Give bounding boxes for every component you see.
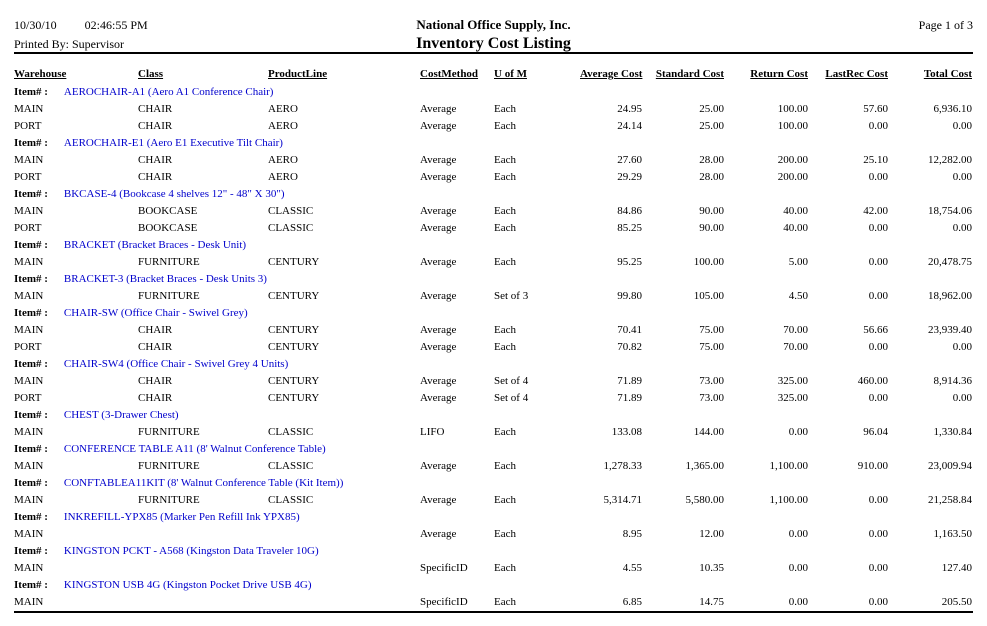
cell-uofm: Each [494, 459, 516, 472]
cell-uofm: Each [494, 119, 516, 132]
cell-product-line: CENTURY [268, 374, 320, 387]
cell-warehouse: MAIN [14, 425, 44, 438]
cell-cost-method: Average [420, 170, 457, 183]
cell-total-cost: 21,258.84 [928, 493, 972, 506]
col-return-cost: Return Cost [750, 68, 808, 80]
cell-product-line: AERO [268, 153, 298, 166]
cell-uofm: Set of 4 [494, 374, 529, 387]
data-row [14, 321, 972, 338]
cell-standard-cost: 73.00 [699, 374, 724, 387]
cell-average-cost: 24.14 [617, 119, 642, 132]
item-number-label: Item# : [14, 476, 48, 489]
cell-product-line [268, 559, 420, 576]
cell-class: FURNITURE [138, 493, 200, 506]
cell-class: BOOKCASE [138, 204, 198, 217]
cell-warehouse: MAIN [14, 561, 44, 574]
cell-standard-cost: 73.00 [699, 391, 724, 404]
cell-class: BOOKCASE [138, 221, 198, 234]
col-total-cost: Total Cost [923, 68, 972, 80]
cell-cost-method: Average [420, 153, 457, 166]
cell-warehouse: MAIN [14, 102, 44, 115]
item-group-cell [14, 542, 972, 559]
date-time-line [14, 16, 296, 35]
cell-product-line [268, 525, 420, 542]
cell-return-cost: 1,100.00 [769, 459, 808, 472]
cell-total-cost: 23,939.40 [928, 323, 972, 336]
cell-cost-method: Average [420, 102, 457, 115]
cell-uofm: Each [494, 204, 516, 217]
cell-uofm: Each [494, 493, 516, 506]
item-group-row [14, 355, 972, 372]
cell-standard-cost: 10.35 [699, 561, 724, 574]
cell-cost-method: Average [420, 204, 457, 217]
cell-cost-method: Average [420, 255, 457, 268]
cell-standard-cost: 28.00 [699, 170, 724, 183]
cell-product-line: CENTURY [268, 340, 320, 353]
cell-lastrec-cost: 0.00 [868, 340, 888, 353]
cell-uofm: Each [494, 340, 516, 353]
item-number-label: Item# : [14, 442, 48, 455]
item-link[interactable]: INKREFILL-YPX85 (Marker Pen Refill Ink YPX85) [63, 510, 300, 523]
cell-product-line: CENTURY [268, 391, 320, 404]
cell-total-cost: 127.40 [941, 561, 972, 574]
cell-total-cost: 1,330.84 [933, 425, 972, 438]
cell-total-cost: 8,914.36 [933, 374, 972, 387]
cell-uofm: Each [494, 561, 516, 574]
cell-class: FURNITURE [138, 459, 200, 472]
item-group-row [14, 406, 972, 423]
item-number-label: Item# : [14, 272, 48, 285]
cell-return-cost: 5.00 [788, 255, 808, 268]
cell-standard-cost: 1,365.00 [685, 459, 724, 472]
cell-average-cost: 27.60 [617, 153, 642, 166]
cell-return-cost: 4.50 [788, 289, 808, 302]
item-link[interactable]: CHEST (3-Drawer Chest) [63, 408, 179, 421]
item-group-cell [14, 440, 972, 457]
col-product-line: ProductLine [268, 68, 328, 80]
item-link[interactable]: BRACKET (Bracket Braces - Desk Unit) [63, 238, 247, 251]
cell-average-cost: 99.80 [617, 289, 642, 302]
cell-class [138, 525, 268, 542]
cell-return-cost: 0.00 [788, 527, 808, 540]
item-group-cell [14, 355, 972, 372]
cell-class: CHAIR [138, 323, 173, 336]
cell-class: FURNITURE [138, 255, 200, 268]
cell-average-cost: 29.29 [617, 170, 642, 183]
item-group-row [14, 304, 972, 321]
cell-cost-method: Average [420, 119, 457, 132]
footer-divider [14, 611, 973, 613]
cell-warehouse: MAIN [14, 204, 44, 217]
col-warehouse: Warehouse [14, 68, 67, 80]
cell-total-cost: 20,478.75 [928, 255, 972, 268]
item-group-row [14, 508, 972, 525]
cell-lastrec-cost: 0.00 [868, 561, 888, 574]
cell-uofm: Each [494, 221, 516, 234]
cell-average-cost: 1,278.33 [603, 459, 642, 472]
cell-standard-cost: 25.00 [699, 119, 724, 132]
cell-lastrec-cost: 57.60 [863, 102, 888, 115]
cell-total-cost: 12,282.00 [928, 153, 972, 166]
cell-lastrec-cost: 56.66 [863, 323, 888, 336]
item-number-label: Item# : [14, 187, 48, 200]
cell-average-cost: 133.08 [611, 425, 642, 438]
cell-class: CHAIR [138, 102, 173, 115]
cell-warehouse: MAIN [14, 323, 44, 336]
cell-warehouse: MAIN [14, 595, 44, 608]
cell-uofm: Set of 3 [494, 289, 529, 302]
cell-lastrec-cost: 0.00 [868, 527, 888, 540]
item-number-label: Item# : [14, 136, 48, 149]
data-row [14, 372, 972, 389]
cell-total-cost: 18,962.00 [928, 289, 972, 302]
cell-lastrec-cost: 0.00 [868, 119, 888, 132]
cell-cost-method: Average [420, 289, 457, 302]
cell-return-cost: 1,100.00 [769, 493, 808, 506]
data-row [14, 168, 972, 185]
cell-lastrec-cost: 0.00 [868, 493, 888, 506]
item-link[interactable]: BKCASE-4 (Bookcase 4 shelves 12" - 48" X 30") [63, 187, 285, 200]
cell-return-cost: 40.00 [783, 221, 808, 234]
cell-warehouse: PORT [14, 391, 42, 404]
cell-standard-cost: 25.00 [699, 102, 724, 115]
cell-class: CHAIR [138, 340, 173, 353]
cell-lastrec-cost: 96.04 [863, 425, 888, 438]
cell-return-cost: 200.00 [777, 153, 808, 166]
cell-return-cost: 100.00 [777, 102, 808, 115]
data-row [14, 525, 972, 542]
item-group-cell [14, 304, 972, 321]
cell-standard-cost: 105.00 [693, 289, 724, 302]
cell-uofm: Each [494, 425, 516, 438]
col-uofm: U of M [494, 68, 527, 80]
cell-uofm: Each [494, 102, 516, 115]
item-link[interactable]: KINGSTON PCKT - A568 (Kingston Data Traveler 10G) [63, 544, 319, 557]
cell-return-cost: 325.00 [777, 391, 808, 404]
cell-return-cost: 0.00 [788, 595, 808, 608]
item-group-cell [14, 474, 972, 491]
item-group-row [14, 270, 972, 287]
cell-cost-method: LIFO [420, 425, 445, 438]
item-number-label: Item# : [14, 408, 48, 421]
cell-uofm: Each [494, 323, 516, 336]
cell-class: CHAIR [138, 374, 173, 387]
cell-lastrec-cost: 0.00 [868, 170, 888, 183]
cell-average-cost: 8.95 [622, 527, 642, 540]
data-row [14, 219, 972, 236]
col-average-cost: Average Cost [580, 68, 643, 80]
header-left [14, 16, 296, 54]
item-number-label: Item# : [14, 238, 48, 251]
item-group-row [14, 542, 972, 559]
item-link[interactable]: KINGSTON USB 4G (Kingston Pocket Drive USB 4G) [63, 578, 312, 591]
item-group-row [14, 576, 972, 593]
item-link[interactable]: CONFTABLEA11KIT (8' Walnut Conference Table (Kit Item)) [63, 476, 344, 489]
cell-warehouse: PORT [14, 119, 42, 132]
report-title: Inventory Cost Listing [416, 35, 571, 52]
cell-class: CHAIR [138, 391, 173, 404]
cell-total-cost: 1,163.50 [933, 527, 972, 540]
cell-warehouse: MAIN [14, 374, 44, 387]
cell-average-cost: 4.55 [622, 561, 642, 574]
cell-class [138, 559, 268, 576]
company-name: National Office Supply, Inc. [416, 17, 571, 32]
cell-average-cost: 71.89 [617, 391, 642, 404]
cell-lastrec-cost: 0.00 [868, 255, 888, 268]
item-group-cell [14, 406, 972, 423]
cell-lastrec-cost: 0.00 [868, 221, 888, 234]
cell-cost-method: Average [420, 221, 457, 234]
item-number-label: Item# : [14, 578, 48, 591]
cell-class: FURNITURE [138, 289, 200, 302]
cell-uofm: Each [494, 527, 516, 540]
cell-lastrec-cost: 0.00 [868, 595, 888, 608]
cell-uofm: Each [494, 153, 516, 166]
cell-warehouse: MAIN [14, 493, 44, 506]
cell-uofm: Set of 4 [494, 391, 529, 404]
cell-cost-method: Average [420, 527, 457, 540]
cell-uofm: Each [494, 170, 516, 183]
cell-class [138, 593, 268, 610]
data-row [14, 338, 972, 355]
report-time: 02:46:55 PM [84, 18, 148, 32]
cell-lastrec-cost: 25.10 [863, 153, 888, 166]
cell-cost-method: Average [420, 459, 457, 472]
cell-average-cost: 95.25 [617, 255, 642, 268]
cell-product-line [268, 593, 420, 610]
cell-class: CHAIR [138, 153, 173, 166]
col-lastrec-cost: LastRec Cost [825, 68, 888, 80]
cell-return-cost: 70.00 [783, 323, 808, 336]
cell-return-cost: 40.00 [783, 204, 808, 217]
cell-average-cost: 70.82 [617, 340, 642, 353]
cell-warehouse: MAIN [14, 527, 44, 540]
cell-product-line: CENTURY [268, 323, 320, 336]
data-row [14, 151, 972, 168]
inventory-cost-table [14, 54, 972, 610]
data-row [14, 491, 972, 508]
cell-class: CHAIR [138, 119, 173, 132]
page-number: Page 1 of 3 [918, 18, 973, 32]
cell-average-cost: 84.86 [617, 204, 642, 217]
item-link[interactable]: AEROCHAIR-E1 (Aero E1 Executive Tilt Chair) [63, 136, 283, 149]
cell-return-cost: 0.00 [788, 561, 808, 574]
item-group-cell [14, 83, 972, 100]
cell-return-cost: 70.00 [783, 340, 808, 353]
cell-product-line: CENTURY [268, 255, 320, 268]
cell-standard-cost: 14.75 [699, 595, 724, 608]
cell-warehouse: PORT [14, 170, 42, 183]
cell-total-cost: 23,009.94 [928, 459, 972, 472]
cell-warehouse: MAIN [14, 153, 44, 166]
cell-product-line: AERO [268, 119, 298, 132]
cell-cost-method: Average [420, 323, 457, 336]
cell-return-cost: 0.00 [788, 425, 808, 438]
cell-total-cost: 0.00 [952, 221, 972, 234]
cell-lastrec-cost: 42.00 [863, 204, 888, 217]
cell-lastrec-cost: 910.00 [857, 459, 888, 472]
item-number-label: Item# : [14, 306, 48, 319]
cell-warehouse: MAIN [14, 459, 44, 472]
col-standard-cost: Standard Cost [655, 68, 724, 80]
cell-uofm: Each [494, 595, 516, 608]
data-row [14, 117, 972, 134]
item-group-row [14, 134, 972, 151]
cell-return-cost: 325.00 [777, 374, 808, 387]
cell-total-cost: 6,936.10 [933, 102, 972, 115]
item-group-row [14, 440, 972, 457]
header-center [296, 16, 691, 55]
column-header-row [14, 54, 972, 83]
data-row [14, 423, 972, 440]
cell-total-cost: 0.00 [952, 340, 972, 353]
cell-standard-cost: 100.00 [693, 255, 724, 268]
cell-average-cost: 24.95 [617, 102, 642, 115]
item-group-row [14, 185, 972, 202]
data-row [14, 593, 972, 610]
cell-cost-method: Average [420, 493, 457, 506]
cell-average-cost: 5,314.71 [603, 493, 642, 506]
cell-class: CHAIR [138, 170, 173, 183]
data-row [14, 389, 972, 406]
report-date: 10/30/10 [14, 18, 57, 32]
cell-product-line: AERO [268, 102, 298, 115]
item-group-row [14, 236, 972, 253]
cell-product-line: AERO [268, 170, 298, 183]
item-group-cell [14, 236, 972, 253]
item-number-label: Item# : [14, 510, 48, 523]
item-group-cell [14, 270, 972, 287]
col-cost-method: CostMethod [420, 68, 479, 80]
cell-class: FURNITURE [138, 425, 200, 438]
cell-lastrec-cost: 460.00 [857, 374, 888, 387]
cell-standard-cost: 144.00 [693, 425, 724, 438]
cell-cost-method: Average [420, 391, 457, 404]
cell-product-line: CLASSIC [268, 459, 314, 472]
printed-by: Printed By: Supervisor [14, 37, 124, 51]
item-group-cell [14, 134, 972, 151]
data-row [14, 287, 972, 304]
item-group-row [14, 474, 972, 491]
item-link[interactable]: CHAIR-SW4 (Office Chair - Swivel Grey 4 Units) [63, 357, 289, 370]
cell-warehouse: MAIN [14, 255, 44, 268]
item-link[interactable]: BRACKET-3 (Bracket Braces - Desk Units 3) [63, 272, 267, 285]
data-row [14, 457, 972, 474]
cell-total-cost: 0.00 [952, 391, 972, 404]
cell-total-cost: 205.50 [941, 595, 972, 608]
cell-total-cost: 0.00 [952, 119, 972, 132]
cell-product-line: CLASSIC [268, 425, 314, 438]
item-group-cell [14, 576, 972, 593]
cell-product-line: CLASSIC [268, 221, 314, 234]
cell-product-line: CLASSIC [268, 493, 314, 506]
cell-standard-cost: 90.00 [699, 204, 724, 217]
data-row [14, 253, 972, 270]
cell-total-cost: 18,754.06 [928, 204, 972, 217]
data-row [14, 100, 972, 117]
cell-uofm: Each [494, 255, 516, 268]
item-group-cell [14, 185, 972, 202]
cell-lastrec-cost: 0.00 [868, 289, 888, 302]
cell-cost-method: Average [420, 374, 457, 387]
item-number-label: Item# : [14, 544, 48, 557]
cell-standard-cost: 75.00 [699, 323, 724, 336]
cell-standard-cost: 90.00 [699, 221, 724, 234]
item-link[interactable]: CONFERENCE TABLE A11 (8' Walnut Conference Table) [63, 442, 326, 455]
cell-lastrec-cost: 0.00 [868, 391, 888, 404]
cell-product-line: CLASSIC [268, 204, 314, 217]
cell-warehouse: MAIN [14, 289, 44, 302]
cell-return-cost: 200.00 [777, 170, 808, 183]
cell-product-line: CENTURY [268, 289, 320, 302]
cell-return-cost: 100.00 [777, 119, 808, 132]
col-class: Class [138, 68, 164, 80]
item-group-row [14, 83, 972, 100]
cell-cost-method: SpecificID [420, 561, 468, 574]
cell-standard-cost: 12.00 [699, 527, 724, 540]
data-row [14, 559, 972, 576]
cell-average-cost: 85.25 [617, 221, 642, 234]
cell-cost-method: Average [420, 340, 457, 353]
report-header [14, 0, 973, 50]
cell-average-cost: 70.41 [617, 323, 642, 336]
item-link[interactable]: CHAIR-SW (Office Chair - Swivel Grey) [63, 306, 248, 319]
cell-standard-cost: 75.00 [699, 340, 724, 353]
cell-warehouse: PORT [14, 221, 42, 234]
item-number-label: Item# : [14, 357, 48, 370]
cell-total-cost: 0.00 [952, 170, 972, 183]
cell-warehouse: PORT [14, 340, 42, 353]
item-link[interactable]: AEROCHAIR-A1 (Aero A1 Conference Chair) [63, 85, 274, 98]
cell-standard-cost: 5,580.00 [685, 493, 724, 506]
cell-cost-method: SpecificID [420, 595, 468, 608]
item-group-cell [14, 508, 972, 525]
data-row [14, 202, 972, 219]
item-number-label: Item# : [14, 85, 48, 98]
cell-average-cost: 71.89 [617, 374, 642, 387]
cell-standard-cost: 28.00 [699, 153, 724, 166]
cell-average-cost: 6.85 [622, 595, 642, 608]
